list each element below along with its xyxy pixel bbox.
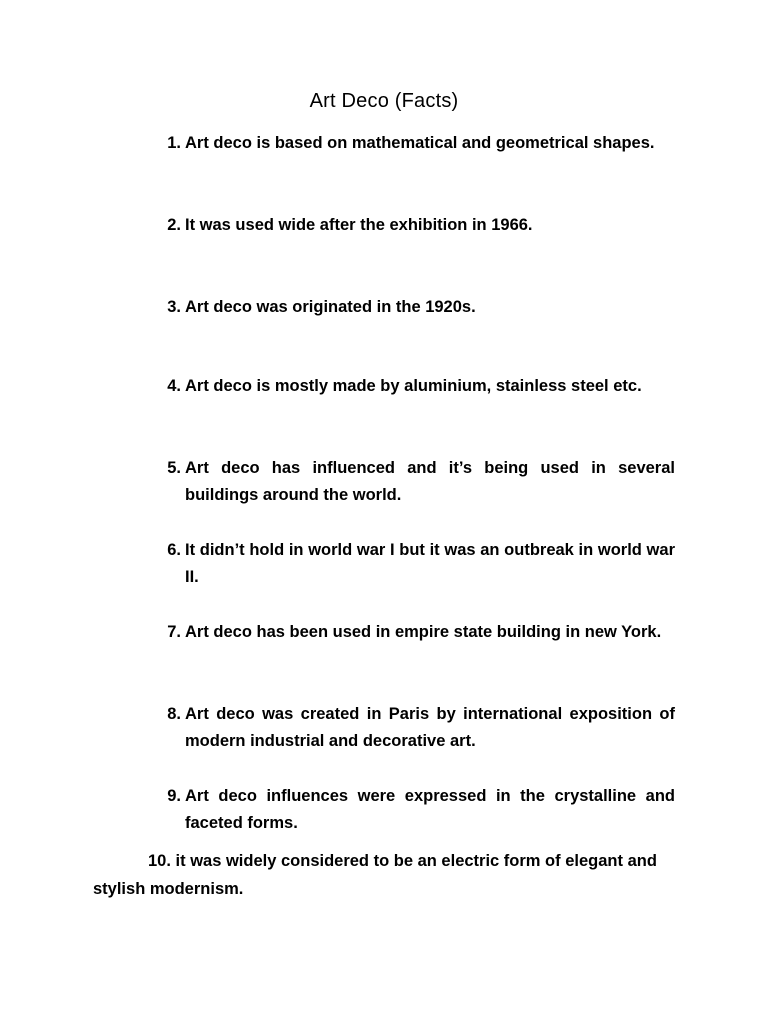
fact-item-1 (167, 130, 675, 157)
fact-item-7 (167, 619, 675, 646)
fact-text: Art deco has influenced and it’s being used in several buildings around the world. (185, 459, 675, 504)
fact-number: 7. (167, 623, 181, 641)
fact-item-8 (167, 701, 675, 754)
fact-item-4 (167, 373, 675, 400)
page-title: Art Deco (Facts) (309, 90, 459, 112)
fact-number: 10. (148, 852, 171, 870)
fact-number: 3. (167, 298, 181, 316)
fact-item-3 (167, 294, 675, 321)
fact-number: 1. (167, 134, 181, 152)
fact-number: 4. (167, 377, 181, 395)
fact-text: Art deco is mostly made by aluminium, stainless steel etc. (185, 377, 642, 395)
fact-number: 5. (167, 459, 181, 477)
fact-text: Art deco was created in Paris by international exposition of modern industrial and decorative art. (185, 705, 675, 750)
fact-item-5 (167, 455, 675, 508)
fact-number: 6. (167, 541, 181, 559)
fact-number: 9. (167, 787, 181, 805)
fact-item-10 (93, 848, 673, 903)
fact-text: Art deco is based on mathematical and geometrical shapes. (185, 134, 655, 152)
fact-text: It didn’t hold in world war I but it was an outbreak in world war II. (185, 541, 675, 586)
fact-number: 8. (167, 705, 181, 723)
fact-text: Art deco influences were expressed in the crystalline and faceted forms. (185, 787, 675, 832)
fact-text: Art deco was originated in the 1920s. (185, 298, 476, 316)
fact-text: It was used wide after the exhibition in 1966. (185, 216, 533, 234)
fact-item-6 (167, 537, 675, 590)
fact-text: it was widely considered to be an electric form of elegant and stylish modernism. (93, 852, 657, 898)
fact-text: Art deco has been used in empire state building in new York. (185, 623, 662, 641)
fact-item-9 (167, 783, 675, 836)
fact-item-2 (167, 212, 675, 239)
fact-number: 2. (167, 216, 181, 234)
